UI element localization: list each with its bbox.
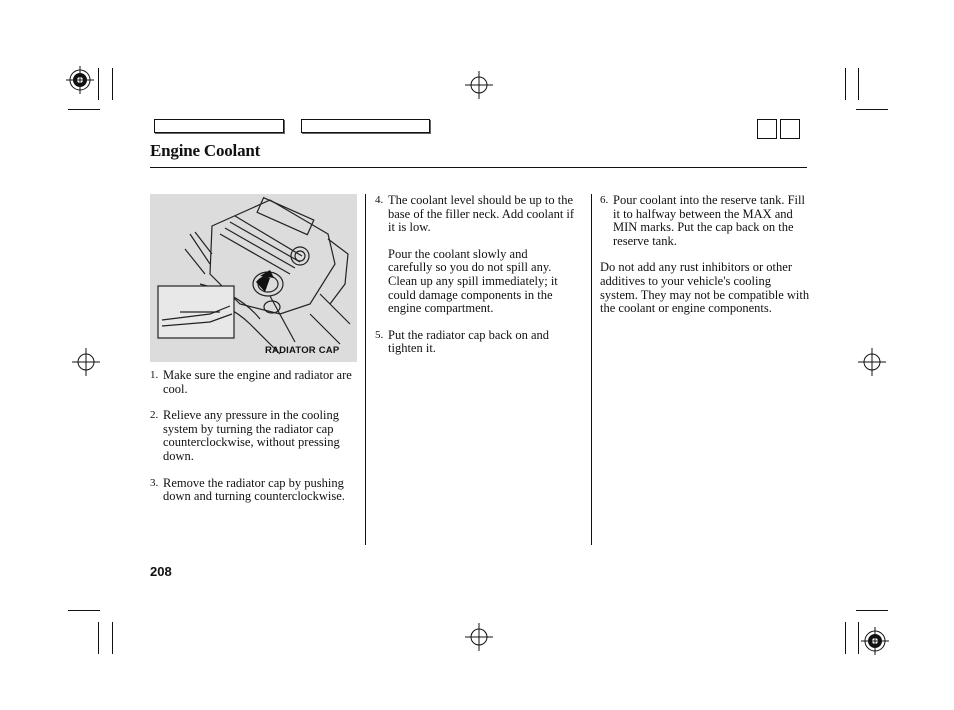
step-number: 2. <box>150 409 159 422</box>
step-number: 5. <box>375 328 384 341</box>
list-item <box>375 194 575 235</box>
crosshair-icon <box>465 71 493 99</box>
crosshair-icon <box>858 348 886 376</box>
list-item <box>150 477 360 504</box>
step-text: Relieve any pressure in the cooling system by turning the radiator cap counterclockwise, without pressing down. <box>163 408 340 463</box>
step-number: 3. <box>150 476 159 489</box>
crosshair-icon <box>72 348 100 376</box>
engine-drawing <box>150 194 357 362</box>
radiator-cap-illustration <box>150 194 357 362</box>
figure-label: RADIATOR CAP <box>265 345 340 356</box>
page-title: Engine Coolant <box>150 141 261 160</box>
registration-rosette-icon <box>861 627 889 655</box>
step-text: Put the radiator cap back on and tighten it. <box>388 327 550 356</box>
caution-note: Do not add any rust inhibitors or other additives to your vehicle's cooling system. They may not be compatible with the coolant or engine components. <box>600 260 810 316</box>
nav-square-button[interactable] <box>757 119 777 139</box>
step-note: Pour the coolant slowly and carefully so you do not spill any. Clean up any spill immediately; it could damage components in the engine compartment. <box>388 246 558 316</box>
list-item <box>375 329 575 356</box>
nav-tab-next[interactable] <box>301 119 430 133</box>
step-text: Make sure the engine and radiator are cool. <box>163 368 352 396</box>
registration-rosette-icon <box>66 66 94 94</box>
step-number: 4. <box>375 194 384 206</box>
crosshair-icon <box>465 623 493 651</box>
page-number: 208 <box>150 564 172 579</box>
step-text: The coolant level should be up to the base of the filler neck. Add coolant if it is low. <box>388 193 575 235</box>
step-number: 1. <box>150 369 159 381</box>
step-number: 6. <box>600 194 609 206</box>
list-item <box>150 409 360 463</box>
title-rule <box>150 167 807 168</box>
nav-tab-previous[interactable] <box>154 119 284 133</box>
list-item <box>600 194 810 248</box>
column-2 <box>375 194 575 369</box>
nav-square-button[interactable] <box>780 119 800 139</box>
column-divider <box>365 194 366 545</box>
step-text: Remove the radiator cap by pushing down and turning counterclockwise. <box>163 475 345 504</box>
column-1 <box>150 369 360 517</box>
step-text: Pour coolant into the reserve tank. Fill it to halfway between the MAX and MIN marks. Put the cap back on the reserve tank. <box>613 193 805 248</box>
column-3 <box>600 194 810 329</box>
column-divider <box>591 194 592 545</box>
list-item <box>150 369 360 396</box>
